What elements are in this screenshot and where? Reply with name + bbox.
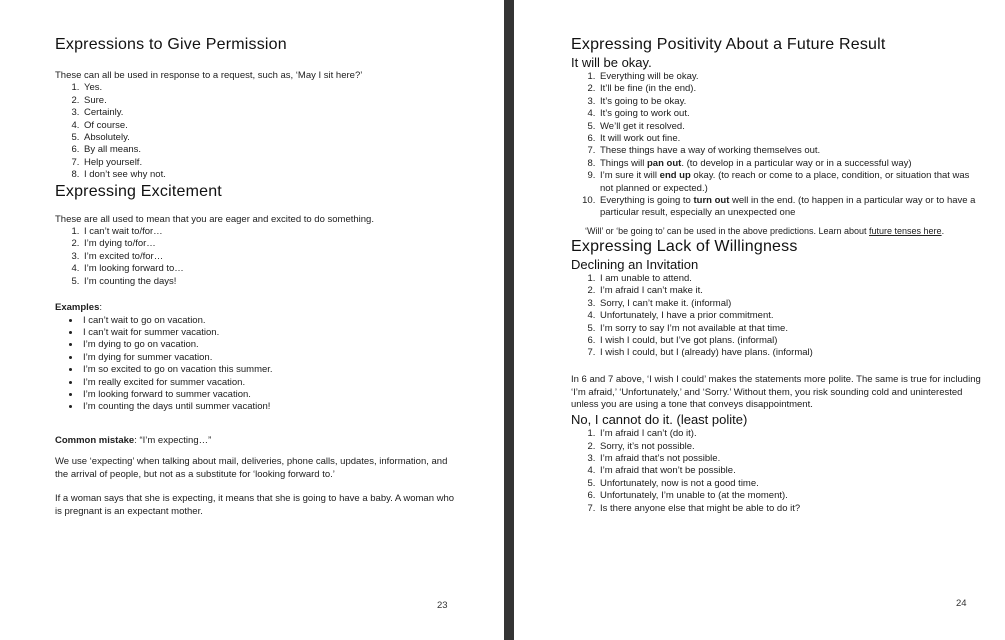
common-mistake-text: : “I’m expecting…” — [134, 434, 212, 446]
positivity-expression-list — [571, 71, 981, 220]
list-item: • I can’t wait to go on vacation. — [81, 315, 457, 327]
list-item: 1. Everything will be okay. — [598, 71, 981, 83]
note-suffix-text: . — [941, 225, 945, 236]
list-item: 5. Unfortunately, now is not a good time. — [598, 478, 981, 490]
list-item: 2. I’m dying to/for… — [82, 238, 457, 250]
right-page — [571, 0, 981, 515]
list-item: 5. We’ll get it resolved. — [598, 121, 981, 133]
list-item: 4. I’m afraid that won’t be possible. — [598, 465, 981, 477]
list-item: 7. Help yourself. — [82, 157, 457, 169]
excitement-intro-text: These are all used to mean that you are eager and excited to do something. — [55, 213, 374, 225]
list-item: 5. I’m counting the days! — [82, 276, 457, 288]
examples-label — [55, 302, 457, 314]
list-item: • I’m really excited for summer vacation. — [81, 377, 457, 389]
list-item: 6. By all means. — [82, 144, 457, 156]
list-item: 10. Everything is going to turn out well in the end. (to happen in a particular way or to have a particular result, especially an unexpected one — [598, 195, 981, 220]
heading-expressing-positivity: Expressing Positivity About a Future Result — [571, 36, 886, 53]
declining-expression-list — [571, 273, 981, 360]
list-item: 8. Things will pan out. (to develop in a particular way or in a successful way) — [598, 158, 981, 170]
common-mistake-line — [55, 435, 457, 447]
list-item: 4. Of course. — [82, 120, 457, 132]
permission-expression-list — [55, 82, 457, 181]
note-prefix-text: ‘Will’ or ‘be going to’ can be used in the above predictions. Learn about — [585, 225, 870, 236]
list-item: 3. Certainly. — [82, 107, 457, 119]
heading-expressing-excitement: Expressing Excitement — [55, 182, 222, 200]
page-divider — [504, 0, 514, 640]
list-item: 2. Sorry, it’s not possible. — [598, 441, 981, 453]
permission-intro-text: These can all be used in response to a request, such as, ‘May I sit here?’ — [55, 70, 363, 81]
list-item: 7. I wish I could, but I (already) have plans. (informal) — [598, 347, 981, 359]
politeness-explanation-paragraph: In 6 and 7 above, ‘I wish I could’ makes the statements more polite. The same is true for including ‘I’m afraid,’ ‘Unfortunately,’ and ‘Sorry.’ Without them, you risk sounding cold and uninterested unless you are using a tone that conveys disappointment. — [571, 373, 981, 411]
list-item: 6. I wish I could, but I’ve got plans. (informal) — [598, 335, 981, 347]
list-item: 6. It will work out fine. — [598, 133, 981, 145]
list-item: 5. Absolutely. — [82, 132, 457, 144]
list-item: 7. These things have a way of working themselves out. — [598, 145, 981, 157]
list-item: 5. I’m sorry to say I’m not available at that time. — [598, 323, 981, 335]
list-item: 1. I can’t wait to/for… — [82, 226, 457, 238]
list-item: 4. It’s going to work out. — [598, 108, 981, 120]
list-item: 2. I’m afraid I can’t make it. — [598, 285, 981, 297]
list-item: • I’m counting the days until summer vacation! — [81, 401, 457, 413]
list-item: • I’m dying to go on vacation. — [81, 339, 457, 351]
examples-label-bold: Examples — [55, 302, 100, 314]
page-number-left: 23 — [437, 600, 448, 611]
list-item: 3. I’m excited to/for… — [82, 251, 457, 263]
list-item: 1. I am unable to attend. — [598, 273, 981, 285]
list-item: 6. Unfortunately, I’m unable to (at the moment). — [598, 490, 981, 502]
expecting-meaning-paragraph: If a woman says that she is expecting, it means that she is going to have a baby. A woman who is pregnant is an expectant mother. — [55, 492, 455, 517]
list-item: 7. Is there anyone else that might be able to do it? — [598, 503, 981, 515]
list-item: 1. I’m afraid I can’t (do it). — [598, 428, 981, 440]
list-item: 2. Sure. — [82, 95, 457, 107]
list-item: 3. It’s going to be okay. — [598, 96, 981, 108]
list-item: 8. I don’t see why not. — [82, 169, 457, 181]
list-item: 3. I’m afraid that’s not possible. — [598, 453, 981, 465]
list-item: • I can’t wait for summer vacation. — [81, 327, 457, 339]
excitement-examples-list — [55, 315, 457, 414]
subheading-declining-an-invitation: Declining an Invitation — [571, 256, 699, 272]
future-tenses-note — [585, 226, 981, 237]
list-item: 2. It’ll be fine (in the end). — [598, 83, 981, 95]
examples-label-colon: : — [99, 302, 103, 314]
future-tenses-link[interactable]: future tenses here — [869, 225, 942, 236]
heading-expressions-to-give-permission: Expressions to Give Permission — [55, 36, 287, 53]
page-number-right: 24 — [956, 598, 967, 609]
list-item: 4. I’m looking forward to… — [82, 263, 457, 275]
list-item: 9. I’m sure it will end up okay. (to reach or come to a place, condition, or situation that was not planned or expected.) — [598, 170, 981, 195]
list-item: 3. Sorry, I can’t make it. (informal) — [598, 298, 981, 310]
list-item: • I’m so excited to go on vacation this summer. — [81, 364, 457, 376]
list-item: • I’m dying for summer vacation. — [81, 352, 457, 364]
expecting-usage-paragraph: We use ‘expecting’ when talking about mail, deliveries, phone calls, updates, information, and the arrival of people, but not as a substitute for ‘looking forward to.’ — [55, 456, 448, 480]
heading-expressing-lack-of-willingness: Expressing Lack of Willingness — [571, 237, 798, 255]
left-page — [55, 0, 457, 518]
subheading-no-i-cannot-do-it: No, I cannot do it. (least polite) — [571, 412, 748, 428]
excitement-expression-list — [55, 226, 457, 288]
list-item: 1. Yes. — [82, 82, 457, 94]
cannot-expression-list — [571, 428, 981, 515]
list-item: • I’m looking forward to summer vacation. — [81, 389, 457, 401]
subheading-it-will-be-okay: It will be okay. — [571, 55, 652, 70]
common-mistake-label: Common mistake — [55, 434, 135, 446]
list-item: 4. Unfortunately, I have a prior commitment. — [598, 310, 981, 322]
